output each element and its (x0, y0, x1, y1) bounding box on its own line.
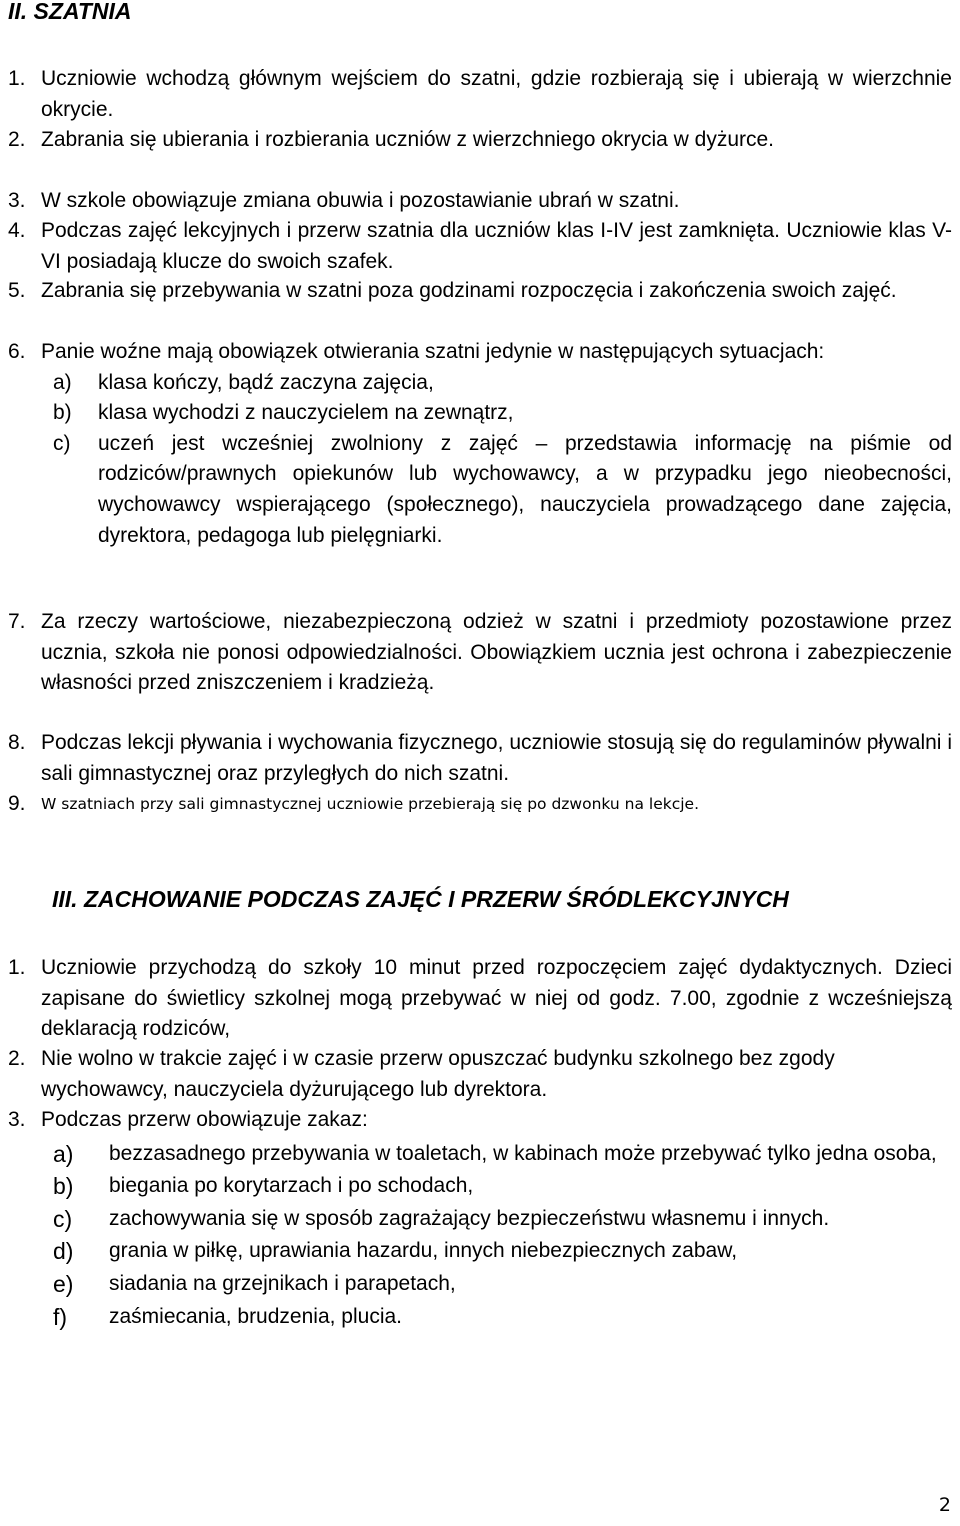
item-number: 7. (8, 610, 26, 633)
list-item (8, 64, 952, 125)
sub-item-text: zaśmiecania, brudzenia, plucia. (109, 1304, 402, 1328)
sub-item-label: b) (53, 401, 72, 425)
section-heading: III. ZACHOWANIE PODCZAS ZAJĘĆ I PRZERW ŚRÓDLEKCYJNYCH (52, 886, 789, 912)
sub-list-item (53, 1236, 952, 1267)
item-number: 3. (8, 189, 26, 212)
item-number: 8. (8, 731, 26, 754)
sub-item-text: zachowywania się w sposób zagrażający bezpieczeństwu własnemu i innych. (109, 1206, 830, 1230)
item-number: 1. (8, 956, 26, 979)
item-number: 9. (8, 792, 26, 815)
sub-item-text: grania w piłkę, uprawiania hazardu, innych niebezpiecznych zabaw, (109, 1239, 738, 1263)
sub-list-item (53, 398, 952, 429)
sub-item-label: b) (53, 1173, 74, 1200)
sub-item-label: e) (53, 1270, 74, 1297)
sub-item-label: a) (53, 370, 72, 394)
sub-list-item (53, 1171, 952, 1202)
list-item (8, 186, 952, 217)
item-text: W szatniach przy sali gimnastycznej uczniowie przebierają się po dzwonku na lekcje. (41, 795, 700, 813)
page-number: 2 (938, 1494, 951, 1516)
list-item (8, 789, 952, 820)
item-text: Za rzeczy wartościowe, niezabezpieczoną odzież w szatni i przedmioty pozostawione przez ucznia, szkoła nie ponosi odpowiedzialności. Obowiązkiem ucznia jest ochrona i zabezpieczenie własności przed zniszczeniem i kradzieżą. (41, 610, 952, 695)
list-item (8, 607, 952, 699)
item-text: Uczniowie przychodzą do szkoły 10 minut przed rozpoczęciem zajęć dydaktycznych. Dzieci zapisane do świetlicy szkolnej mogą przebywać w niej od godz. 7.00, zgodnie z wcześniejszą deklaracją rodziców, (41, 956, 952, 1041)
list-item (8, 337, 952, 551)
list-item (8, 216, 952, 277)
item-number: 5. (8, 279, 26, 302)
sub-item-text: klasa wychodzi z nauczycielem na zewnątrz, (98, 401, 514, 425)
sub-item-label: c) (53, 1205, 73, 1232)
item-number: 3. (8, 1108, 26, 1131)
item-text: Podczas przerw obowiązuje zakaz: (41, 1108, 368, 1131)
item-number: 2. (8, 1047, 26, 1070)
list-item (8, 276, 952, 307)
sub-list-item (53, 1269, 952, 1300)
sub-item-label: f) (53, 1303, 68, 1330)
item-text: Zabrania się przebywania w szatni poza godzinami rozpoczęcia i zakończenia swoich zajęć. (41, 279, 897, 302)
sub-item-text: biegania po korytarzach i po schodach, (109, 1174, 474, 1198)
item-number: 4. (8, 219, 26, 242)
item-text: Panie woźne mają obowiązek otwierania szatni jedynie w następujących sytuacjach: (41, 340, 825, 363)
sub-item-label: c) (53, 431, 71, 455)
item-number: 6. (8, 340, 26, 363)
list-item (8, 1105, 952, 1332)
item-text: Nie wolno w trakcie zajęć i w czasie przerw opuszczać budynku szkolnego bez zgody wychowawcy, nauczyciela dyżurującego lub dyrektora. (41, 1047, 835, 1101)
sub-list-item (53, 368, 952, 399)
list-item (8, 953, 952, 1045)
sub-list-item (53, 1302, 952, 1333)
sub-item-label: a) (53, 1140, 74, 1167)
section-heading: II. SZATNIA (8, 0, 132, 24)
sub-list-item (53, 1204, 952, 1235)
sub-item-text: uczeń jest wcześniej zwolniony z zajęć – przedstawia informację na piśmie od rodziców/prawnych opiekunów lub wychowawcy, a w przypadku jego nieobecności, wychowawcy wspierającego (społecznego), nauczyciela prowadzącego dane zajęcia, dyrektora, pedagoga lub pielęgniarki. (98, 431, 952, 547)
item-text: W szkole obowiązuje zmiana obuwia i pozostawianie ubrań w szatni. (41, 189, 680, 212)
sub-item-text: siadania na grzejnikach i parapetach, (109, 1271, 456, 1295)
item-number: 2. (8, 128, 26, 151)
sub-item-label: d) (53, 1238, 74, 1265)
sub-item-text: klasa kończy, bądź zaczyna zajęcia, (98, 370, 434, 394)
list-item (8, 125, 952, 156)
sub-list-item (53, 429, 952, 551)
item-text: Zabrania się ubierania i rozbierania uczniów z wierzchniego okrycia w dyżurce. (41, 128, 775, 151)
list-item (8, 1044, 952, 1105)
list-item (8, 728, 952, 789)
item-number: 1. (8, 67, 26, 90)
item-text: Podczas zajęć lekcyjnych i przerw szatnia dla uczniów klas I-IV jest zamknięta. Uczniowie klas V-VI posiadają klucze do swoich szafek. (41, 219, 952, 273)
sub-list-item (53, 1139, 952, 1170)
item-text: Podczas lekcji pływania i wychowania fizycznego, uczniowie stosują się do regulaminów pływalni i sali gimnastycznej oraz przyległych do nich szatni. (41, 731, 952, 785)
item-text: Uczniowie wchodzą głównym wejściem do szatni, gdzie rozbierają się i ubierają w wierzchnie okrycie. (41, 67, 952, 121)
sub-item-text: bezzasadnego przebywania w toaletach, w kabinach może przebywać tylko jedna osoba, (109, 1141, 937, 1165)
